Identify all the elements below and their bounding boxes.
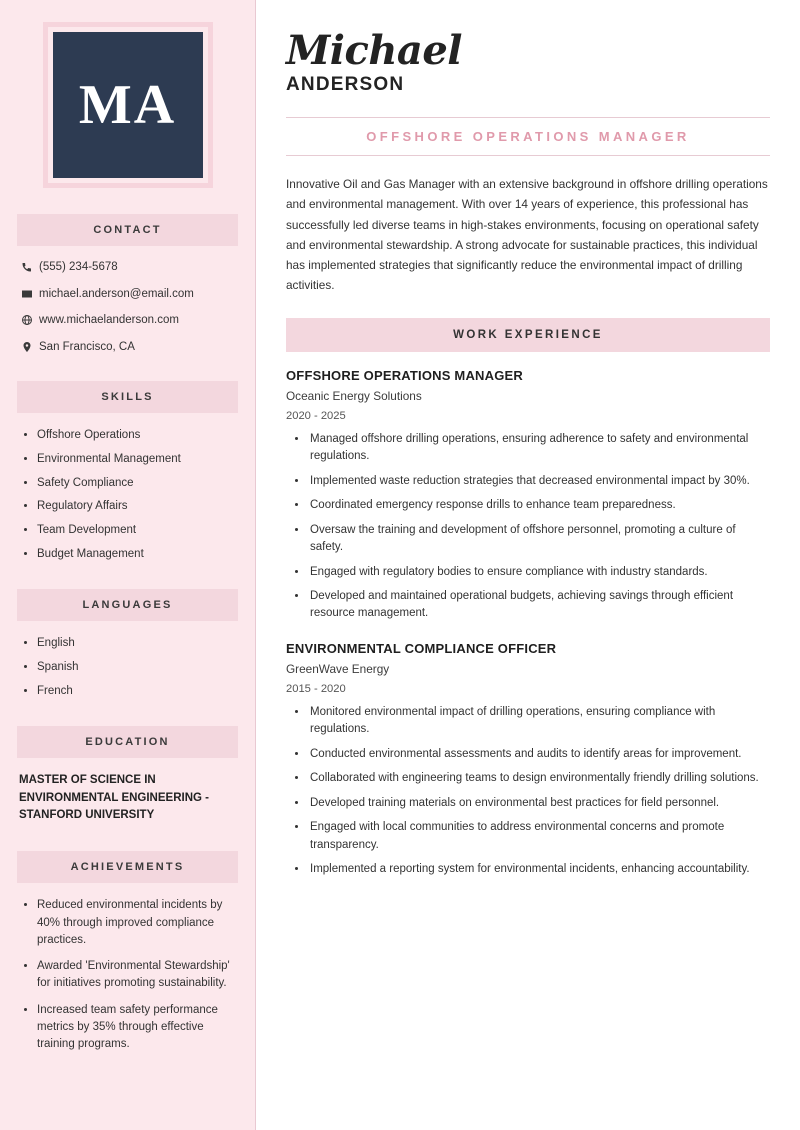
experience-dates: 2020 - 2025 xyxy=(286,409,346,422)
list-item: • Safety Compliance xyxy=(37,475,238,492)
education-section-heading: EDUCATION xyxy=(17,726,238,758)
experience-title: OFFSHORE OPERATIONS MANAGER xyxy=(286,367,524,383)
experience-entry xyxy=(286,368,770,623)
achievements-section-heading: ACHIEVEMENTS xyxy=(17,851,238,883)
list-item: • Engaged with local communities to address environmental concerns and promote transparency. xyxy=(308,819,770,854)
monogram-initials: MA xyxy=(53,32,203,178)
list-item: • Environmental Management xyxy=(37,451,238,468)
contact-location xyxy=(21,340,238,356)
list-item: • Developed training materials on environmental best practices for field personnel. xyxy=(308,795,770,812)
list-item: • Increased team safety performance metrics by 35% through effective training programs. xyxy=(37,1002,238,1054)
contact-email xyxy=(21,287,238,303)
list-item: • Spanish xyxy=(37,659,238,676)
list-item: • Regulatory Affairs xyxy=(37,498,238,515)
list-item: • Managed offshore drilling operations, ensuring adherence to safety and environmental regulations. xyxy=(308,431,770,466)
monogram-frame xyxy=(43,22,213,188)
contact-phone-text: (555) 234-5678 xyxy=(39,261,118,273)
contact-website-text: www.michaelanderson.com xyxy=(39,314,179,327)
sidebar xyxy=(0,0,256,1130)
map-pin-icon xyxy=(21,341,39,353)
list-item: • Offshore Operations xyxy=(37,427,238,444)
last-name: ANDERSON xyxy=(286,74,405,95)
list-item: • French xyxy=(37,683,238,700)
contact-phone xyxy=(21,260,238,276)
list-item: • Coordinated emergency response drills to enhance team preparedness. xyxy=(308,497,770,514)
list-item: • Awarded 'Environmental Stewardship' for initiatives promoting sustainability. xyxy=(37,958,238,993)
list-item: • Developed and maintained operational budgets, achieving savings through efficient resource management. xyxy=(308,588,770,623)
list-item: • Reduced environmental incidents by 40% through improved compliance practices. xyxy=(37,897,238,949)
languages-section-heading: LANGUAGES xyxy=(17,589,238,621)
list-item: • Conducted environmental assessments and audits to identify areas for improvement. xyxy=(308,746,770,763)
contact-website xyxy=(21,313,238,329)
experience-bullet-list xyxy=(286,431,770,623)
languages-list xyxy=(17,635,238,700)
education-entry: MASTER OF SCIENCE IN ENVIRONMENTAL ENGINEERING - STANFORD UNIVERSITY xyxy=(19,773,209,822)
contact-location-text: San Francisco, CA xyxy=(39,340,135,353)
experience-entry xyxy=(286,641,770,879)
experience-company: Oceanic Energy Solutions xyxy=(286,388,422,403)
achievements-list xyxy=(17,897,238,1053)
contact-list xyxy=(17,260,238,355)
phone-icon xyxy=(21,261,39,273)
experience-bullet-list xyxy=(286,704,770,879)
list-item: • Monitored environmental impact of drilling operations, ensuring compliance with regulations. xyxy=(308,704,770,739)
globe-icon xyxy=(21,314,39,326)
list-item: • Engaged with regulatory bodies to ensure compliance with industry standards. xyxy=(308,564,770,581)
list-item: • Team Development xyxy=(37,522,238,539)
contact-email-text: michael.anderson@email.com xyxy=(39,287,194,300)
list-item: • Collaborated with engineering teams to design environmentally friendly drilling solutions. xyxy=(308,770,770,787)
contact-section-heading: CONTACT xyxy=(17,214,238,246)
list-item: • Budget Management xyxy=(37,546,238,563)
list-item: • Oversaw the training and development of offshore personnel, promoting a culture of safety. xyxy=(308,522,770,557)
list-item: • Implemented a reporting system for environmental incidents, enhancing accountability. xyxy=(308,861,770,878)
list-item: • English xyxy=(37,635,238,652)
experience-title: ENVIRONMENTAL COMPLIANCE OFFICER xyxy=(286,640,557,656)
list-item: • Implemented waste reduction strategies that decreased environmental impact by 30%. xyxy=(308,473,770,490)
work-experience-heading: WORK EXPERIENCE xyxy=(286,318,770,352)
experience-company: GreenWave Energy xyxy=(286,661,390,676)
experience-dates: 2015 - 2020 xyxy=(286,682,346,695)
envelope-icon xyxy=(21,288,39,300)
skills-list xyxy=(17,427,238,563)
job-role-title: OFFSHORE OPERATIONS MANAGER xyxy=(286,117,770,156)
professional-summary: Innovative Oil and Gas Manager with an extensive background in offshore drilling operations and environmental management. With over 14 years of experience, this professional has successfully led diverse teams in high-stakes environments, focusing on operational safety and environmental stewardship. A strong advocate for sustainable practices, this individual has implemented strategies that significantly reduce the environmental impact of drilling activities. xyxy=(286,177,768,293)
main-content xyxy=(256,0,800,1130)
skills-section-heading: SKILLS xyxy=(17,381,238,413)
first-name: Michael xyxy=(286,27,462,74)
